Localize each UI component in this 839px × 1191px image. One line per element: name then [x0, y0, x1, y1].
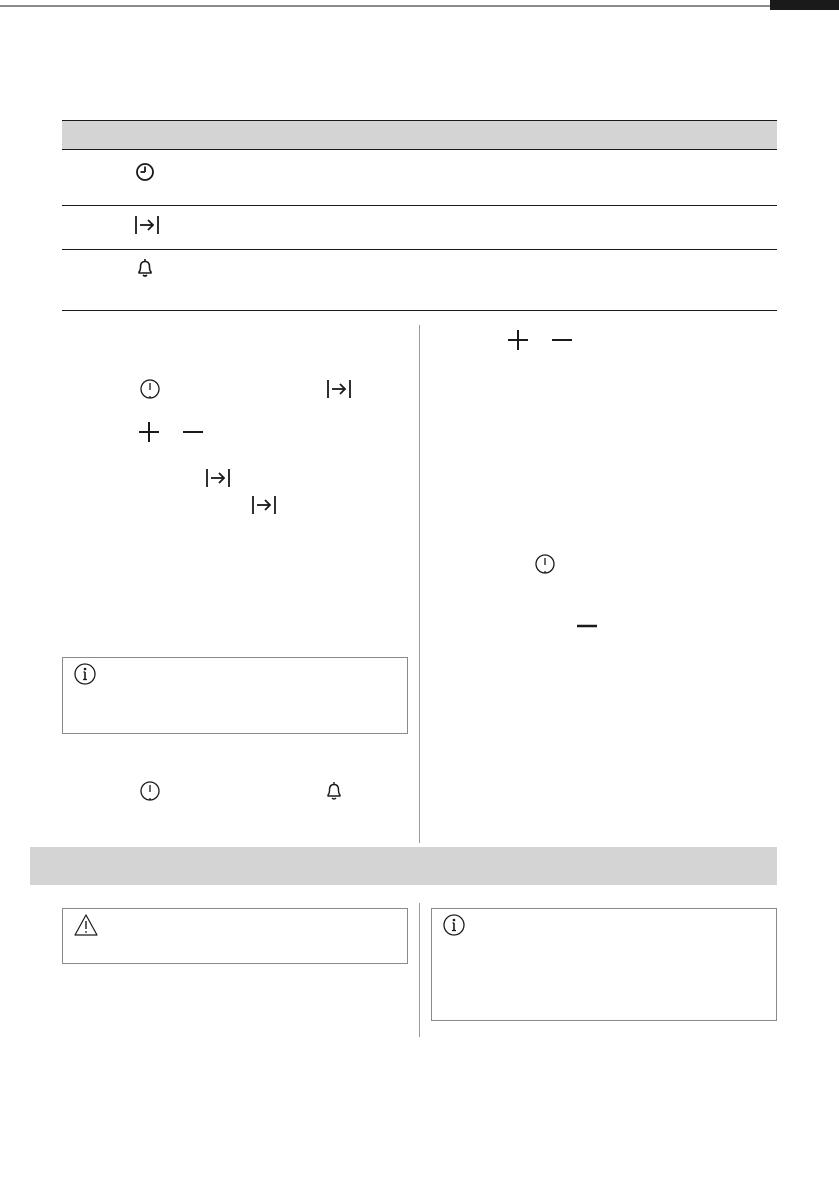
- warning-note: [62, 908, 408, 964]
- table-row: [62, 206, 777, 250]
- plus-icon: [138, 421, 160, 443]
- info-icon: [73, 662, 97, 686]
- timer-dial-icon: [534, 553, 556, 575]
- warning-triangle-icon: [73, 913, 99, 937]
- minus-icon: [576, 615, 598, 637]
- section-header-bar: [30, 847, 777, 885]
- column-divider: [419, 903, 420, 1037]
- timer-dial-icon: [139, 378, 161, 400]
- bell-icon: [134, 257, 156, 279]
- minus-icon: [182, 421, 204, 443]
- bell-icon: [323, 780, 345, 802]
- function-table: [62, 120, 777, 311]
- page-top-rule: [0, 0, 839, 12]
- duration-arrow-icon: [251, 494, 277, 516]
- timer-dial-icon: [139, 780, 161, 802]
- minus-icon: [551, 329, 573, 351]
- duration-arrow-icon: [326, 378, 352, 400]
- duration-arrow-icon: [134, 214, 160, 236]
- table-row: [62, 250, 777, 311]
- info-note: [62, 657, 408, 734]
- table-row: [62, 150, 777, 206]
- info-note: [431, 908, 777, 1021]
- plus-icon: [507, 329, 529, 351]
- column-divider: [419, 325, 420, 843]
- table-header: [62, 120, 777, 150]
- clock-icon: [134, 161, 156, 183]
- info-icon: [442, 913, 466, 937]
- duration-arrow-icon: [205, 467, 231, 489]
